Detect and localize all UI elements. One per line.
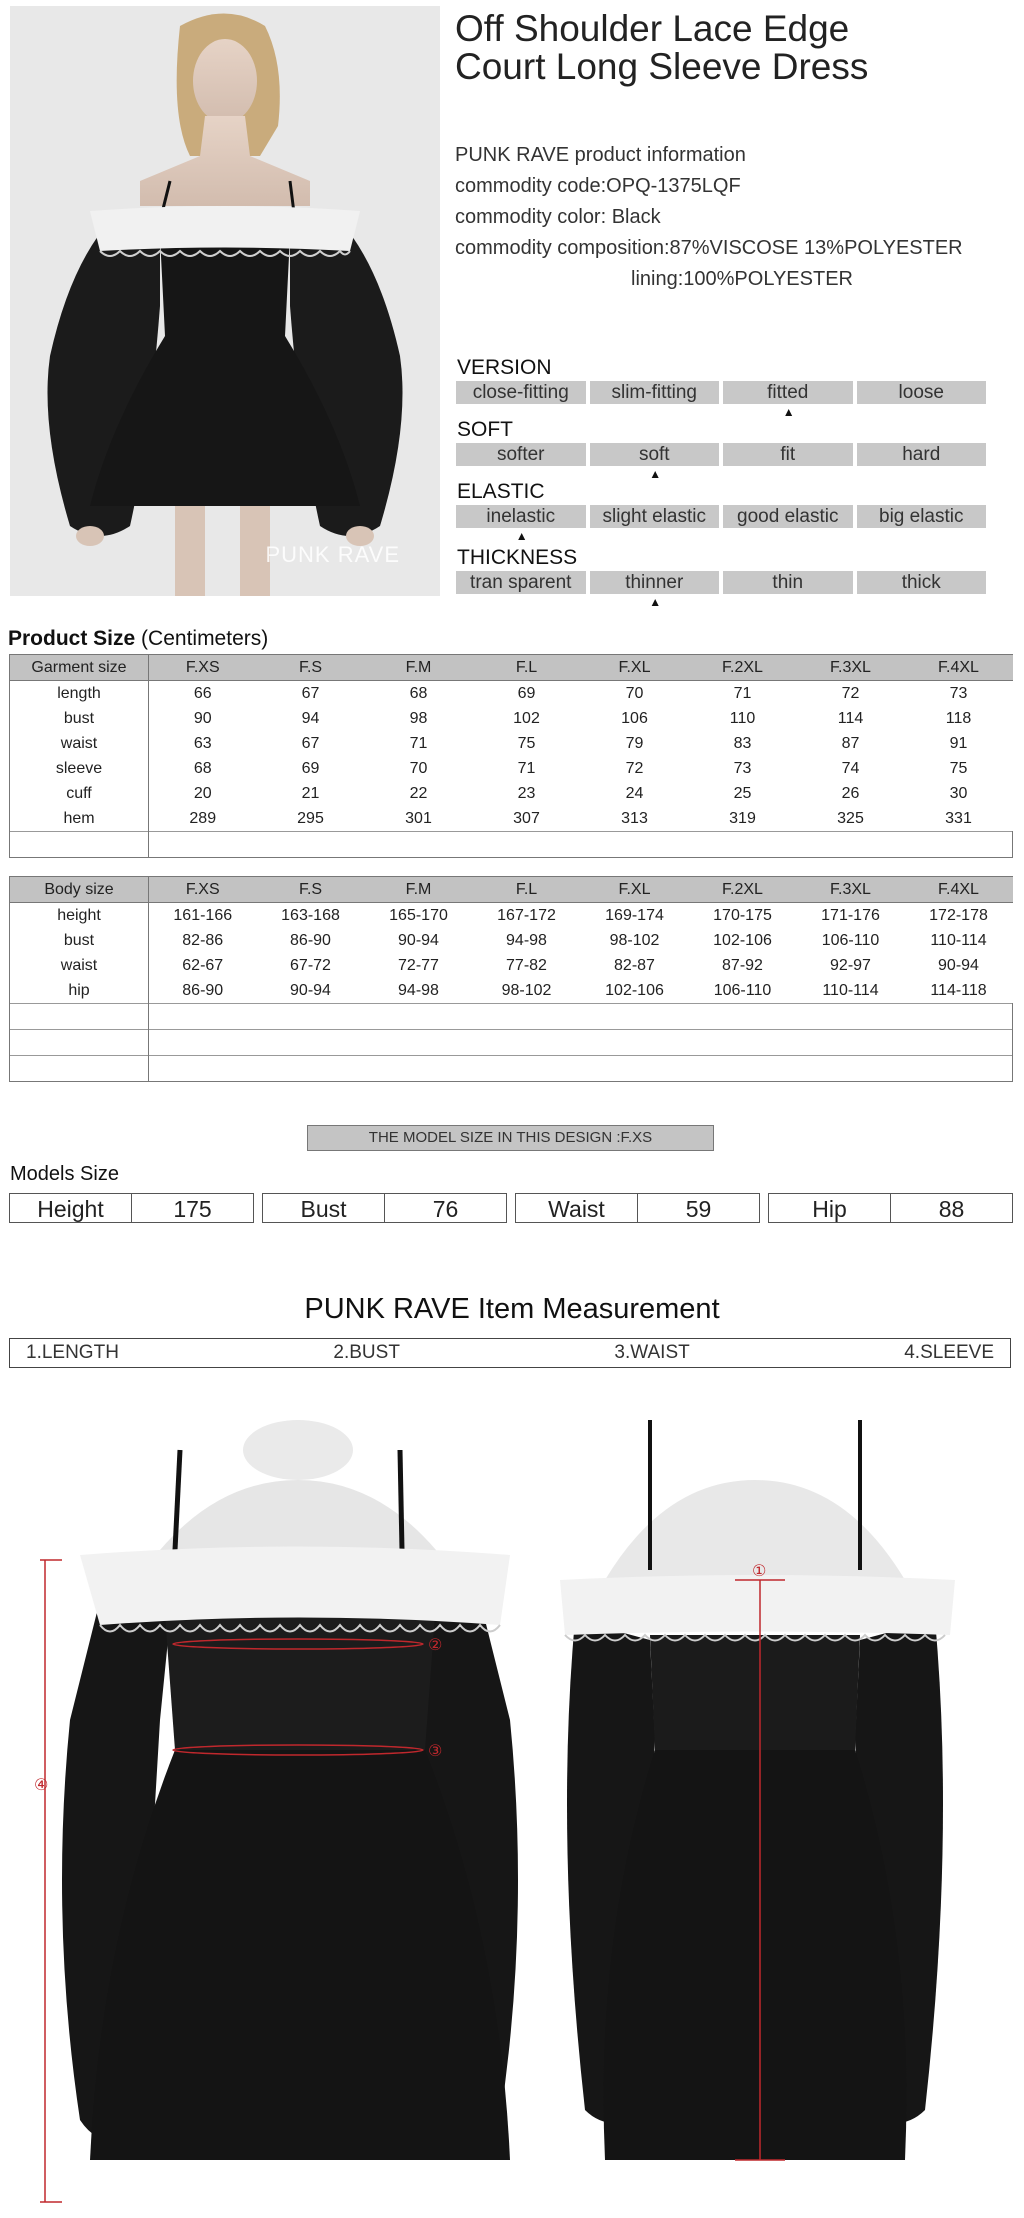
dress-front-illustration	[34, 1420, 560, 2210]
table-cell: 90-94	[938, 956, 979, 974]
empty-cell	[10, 1030, 149, 1056]
table-cell: 106-110	[713, 981, 772, 999]
size-header-cell: F.4XL	[905, 655, 1013, 681]
models-size-label: Models Size	[10, 1163, 119, 1185]
empty-cell	[10, 1056, 149, 1082]
table-cell: 87	[841, 734, 860, 752]
model-measure-value: 76	[432, 1196, 459, 1222]
scale-thickness	[456, 571, 986, 594]
table-cell: 172-178	[929, 906, 988, 924]
table-cell: 24	[625, 784, 644, 802]
table-cell: 92-97	[830, 956, 871, 974]
size-header-cell: F.2XL	[689, 877, 797, 903]
scale-thickness-option: tran sparent	[456, 571, 586, 594]
table-cell: 325	[837, 809, 864, 827]
scale-version-option: loose	[857, 381, 987, 404]
table-cell: 75	[517, 734, 536, 752]
row-label: hem	[10, 806, 149, 832]
row-label: hip	[10, 978, 149, 1004]
marker-sleeve: ④	[34, 1775, 49, 1794]
table-cell: 68	[409, 684, 428, 702]
table-cell: 98-102	[609, 931, 660, 949]
info-color	[455, 202, 963, 233]
table-cell: 165-170	[389, 906, 448, 924]
table-cell: 82-87	[614, 956, 655, 974]
size-header-cell: F.XS	[149, 655, 257, 681]
size-header-cell: F.2XL	[689, 655, 797, 681]
scale-elastic-option: big elastic	[857, 505, 987, 528]
table-cell: 102	[513, 709, 540, 727]
table-cell: 90	[193, 709, 212, 727]
table-cell: 90-94	[290, 981, 331, 999]
table-row	[10, 731, 1013, 756]
table-cell: 91	[949, 734, 968, 752]
scale-thickness-option: thinner	[590, 571, 720, 594]
size-header-cell: F.XL	[581, 655, 689, 681]
size-header-cell: F.L	[473, 655, 581, 681]
table-cell: 163-168	[281, 906, 340, 924]
empty-cell	[10, 832, 149, 858]
table-row	[10, 781, 1013, 806]
table-cell: 86-90	[182, 981, 224, 999]
measure-item-bust: 2.BUST	[333, 1342, 400, 1363]
watermark: PUNK RAVE	[265, 542, 400, 567]
scale-soft-option: fit	[723, 443, 853, 466]
table-cell: 87-92	[722, 956, 763, 974]
garment-size-table	[9, 654, 1013, 858]
table-row	[10, 978, 1013, 1004]
table-cell: 23	[517, 784, 536, 802]
row-label: height	[10, 903, 149, 929]
scale-elastic-option: slight elastic	[590, 505, 720, 528]
size-header-cell: F.3XL	[797, 877, 905, 903]
product-size-heading	[8, 627, 268, 651]
table-cell: 30	[949, 784, 968, 802]
table-cell: 73	[949, 684, 968, 702]
row-label: waist	[10, 731, 149, 756]
info-code	[455, 171, 963, 202]
color-value: Black	[611, 206, 661, 228]
table-cell: 161-166	[173, 906, 233, 924]
model-measure-name: Bust	[263, 1194, 385, 1222]
table-cell: 98	[409, 709, 428, 727]
table-cell: 70	[625, 684, 644, 702]
product-title	[455, 10, 1015, 86]
table-empty-row	[10, 832, 1013, 858]
scale-version-title: VERSION	[457, 356, 552, 379]
scale-elastic-title: ELASTIC	[457, 480, 545, 503]
row-label: waist	[10, 953, 149, 978]
empty-cell	[149, 832, 1013, 858]
size-header-cell: F.S	[257, 655, 365, 681]
table-cell: 90-94	[398, 931, 439, 949]
scale-soft-option: soft	[590, 443, 720, 466]
table-cell: 110-114	[930, 931, 987, 949]
row-label: length	[10, 681, 149, 707]
model-photo-illustration	[10, 6, 440, 596]
models-size-row	[9, 1193, 1013, 1223]
table-cell: 106-110	[821, 931, 880, 949]
table-cell: 21	[301, 784, 320, 802]
empty-cell	[10, 1004, 149, 1030]
table-row	[10, 953, 1013, 978]
code-label: commodity code:	[455, 175, 607, 197]
info-composition	[455, 233, 963, 264]
table-cell: 20	[193, 784, 212, 802]
dress-back-diagram	[555, 1420, 995, 2210]
model-measure-name: Height	[10, 1194, 132, 1222]
table-cell: 98-102	[501, 981, 552, 999]
table-cell: 67-72	[290, 956, 331, 974]
size-header-cell: F.L	[473, 877, 581, 903]
table-cell: 69	[301, 759, 320, 777]
scale-elastic	[456, 505, 986, 528]
table-cell: 170-175	[713, 906, 772, 924]
table-cell: 63	[193, 734, 212, 752]
scale-elastic-marker: ▲	[515, 529, 528, 543]
table-cell: 118	[945, 709, 972, 727]
size-header-cell: F.XL	[581, 877, 689, 903]
model-measure-value: 175	[173, 1196, 212, 1222]
model-size-banner: THE MODEL SIZE IN THIS DESIGN :F.XS	[307, 1125, 714, 1151]
table-cell: 68	[193, 759, 212, 777]
table-cell: 82-86	[182, 931, 224, 949]
table-cell: 110	[729, 709, 756, 727]
size-header-cell: F.S	[257, 877, 365, 903]
model-measure	[515, 1193, 760, 1223]
table-cell: 72	[625, 759, 644, 777]
table-cell: 114	[837, 709, 864, 727]
table-cell: 67	[301, 734, 320, 752]
info-lining	[455, 264, 963, 295]
product-photo	[10, 6, 440, 596]
table-row	[10, 928, 1013, 953]
table-cell: 110-114	[822, 981, 879, 999]
measure-item-length: 1.LENGTH	[26, 1342, 119, 1363]
scale-version-option: fitted	[723, 381, 853, 404]
model-measure-value: 88	[938, 1196, 965, 1222]
row-label: bust	[10, 928, 149, 953]
table-cell: 79	[625, 734, 644, 752]
scale-soft-option: hard	[857, 443, 987, 466]
measurement-title: PUNK RAVE Item Measurement	[304, 1293, 720, 1325]
model-measure-value: 59	[685, 1196, 712, 1222]
scale-soft	[456, 443, 986, 466]
lining-label: lining:	[631, 268, 684, 290]
table-cell: 295	[297, 809, 324, 827]
composition-label: commodity composition:	[455, 237, 670, 259]
size-header-cell: F.M	[365, 877, 473, 903]
table-cell: 26	[841, 784, 860, 802]
table-cell: 69	[517, 684, 536, 702]
row-label: sleeve	[10, 756, 149, 781]
empty-cell	[149, 1056, 1013, 1082]
table-cell: 94-98	[398, 981, 439, 999]
info-heading: PUNK RAVE product information	[455, 144, 746, 166]
composition-value: 87%VISCOSE 13%POLYESTER	[669, 237, 963, 259]
model-measure-name: Hip	[769, 1194, 891, 1222]
scale-soft-title: SOFT	[457, 418, 513, 441]
table-cell: 86-90	[290, 931, 331, 949]
model-measure	[768, 1193, 1013, 1223]
model-measure	[9, 1193, 254, 1223]
table-cell: 75	[949, 759, 968, 777]
table-cell: 171-176	[821, 906, 880, 924]
marker-waist: ③	[428, 1741, 443, 1760]
table-cell: 289	[189, 809, 217, 827]
empty-cell	[149, 1004, 1013, 1030]
color-label: commodity color:	[455, 206, 607, 228]
table-cell: 71	[409, 734, 428, 752]
scale-thickness-marker: ▲	[649, 595, 662, 609]
table-cell: 114-118	[930, 981, 987, 999]
table-cell: 301	[405, 809, 432, 827]
row-label: cuff	[10, 781, 149, 806]
table-cell: 74	[841, 759, 860, 777]
dress-front-diagram	[34, 1420, 560, 2210]
model-measure	[262, 1193, 507, 1223]
table-cell: 167-172	[497, 906, 556, 924]
scale-version-option: slim-fitting	[590, 381, 720, 404]
row-label: bust	[10, 706, 149, 731]
product-title-line-1: Off Shoulder Lace Edge	[455, 8, 850, 49]
marker-bust: ②	[428, 1635, 443, 1654]
table-cell: 66	[193, 684, 212, 702]
measure-item-sleeve: 4.SLEEVE	[904, 1342, 994, 1363]
table-row	[10, 806, 1013, 832]
scale-elastic-option: good elastic	[723, 505, 853, 528]
scale-version-option: close-fitting	[456, 381, 586, 404]
dress-back-illustration	[555, 1420, 995, 2210]
scale-soft-option: softer	[456, 443, 586, 466]
table-cell: 22	[409, 784, 428, 802]
table-cell: 307	[513, 809, 540, 827]
size-header-cell: F.3XL	[797, 655, 905, 681]
measure-item-waist: 3.WAIST	[614, 1342, 690, 1363]
table-cell: 71	[733, 684, 752, 702]
table-header-label: Body size	[10, 877, 149, 903]
body-size-table	[9, 876, 1013, 1082]
size-header-cell: F.M	[365, 655, 473, 681]
table-cell: 71	[517, 759, 536, 777]
table-cell: 73	[733, 759, 752, 777]
scale-thickness-option: thin	[723, 571, 853, 594]
scale-elastic-option: inelastic	[456, 505, 586, 528]
table-row	[10, 706, 1013, 731]
scale-soft-marker: ▲	[649, 467, 662, 481]
product-size-unit: (Centimeters)	[141, 627, 269, 650]
table-cell: 313	[621, 809, 648, 827]
table-cell: 62-67	[182, 956, 224, 974]
table-cell: 94-98	[506, 931, 547, 949]
table-cell: 67	[301, 684, 320, 702]
product-title-line-2: Court Long Sleeve Dress	[455, 46, 869, 87]
table-cell: 169-174	[605, 906, 664, 924]
product-info	[455, 140, 963, 295]
table-cell: 25	[733, 784, 752, 802]
scale-thickness-title: THICKNESS	[457, 546, 578, 569]
scale-version	[456, 381, 986, 404]
scale-version-marker: ▲	[782, 405, 795, 419]
table-cell: 72	[841, 684, 860, 702]
marker-length: ①	[752, 1561, 767, 1580]
table-cell: 106	[621, 709, 648, 727]
table-cell: 102-106	[605, 981, 664, 999]
lining-value: 100%POLYESTER	[683, 268, 853, 290]
table-header-label: Garment size	[10, 655, 149, 681]
table-row	[10, 756, 1013, 781]
table-empty-row	[10, 1004, 1013, 1030]
size-header-cell: F.XS	[149, 877, 257, 903]
empty-cell	[149, 1030, 1013, 1056]
table-cell: 102-106	[713, 931, 772, 949]
table-cell: 331	[945, 809, 972, 827]
code-value: OPQ-1375LQF	[606, 175, 741, 197]
table-cell: 72-77	[398, 956, 439, 974]
table-empty-row	[10, 1030, 1013, 1056]
product-size-title: Product Size	[8, 627, 136, 650]
measurement-items	[9, 1338, 1011, 1368]
table-cell: 319	[729, 809, 756, 827]
table-cell: 94	[301, 709, 320, 727]
scale-thickness-option: thick	[857, 571, 987, 594]
table-row	[10, 903, 1013, 929]
table-cell: 83	[733, 734, 752, 752]
table-cell: 70	[409, 759, 428, 777]
model-measure-name: Waist	[516, 1194, 638, 1222]
size-header-cell: F.4XL	[905, 877, 1013, 903]
table-empty-row	[10, 1056, 1013, 1082]
table-cell: 77-82	[506, 956, 547, 974]
table-row	[10, 681, 1013, 707]
